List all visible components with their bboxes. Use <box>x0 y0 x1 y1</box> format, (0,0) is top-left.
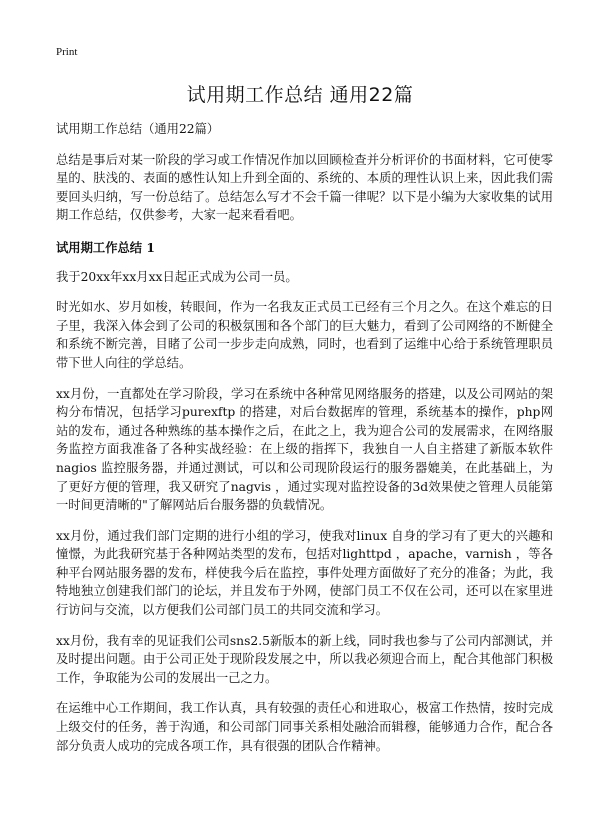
paragraph: xx月份，一直都处在学习阶段，学习在系统中各种常见网络服务的搭建，以及公司网站的架构分布情况，包括学习purexftp 的搭建，对后台数据库的管理，系统基本的操作，php网站的发布，通过各种熟练的基本操作之后，在此之上，我为迎合公司的发展需求，在网络服务监控方面我准备了各种实战经验：在上级的指挥下，我独自一人自主搭建了新版本软件nagios 监控服务器，并通过测试，可以和公司现阶段运行的服务器媲美，在此基础上，为了更好方便的管理，我又研究了nagvis ，通过实现对监控设备的3d效果使之管理人员能第一时间更清晰的"了解网站后台服务器的负载情况。 <box>56 386 553 513</box>
paragraph: 在运维中心工作期间，我工作认真，具有较强的责任心和进取心，极富工作热情，按时完成上级交付的任务，善于沟通，和公司部门同事关系相处融洽而辑穆，能够通力合作，配合各部分负责人成功的完成各项工作，具有很强的团队合作精神。 <box>56 701 553 753</box>
paragraph: 时光如水、岁月如梭，转眼间，作为一名我友正式员工已经有三个月之久。在这个难忘的日子里，我深入体会到了公司的积极氛围和各个部门的巨大魅力，看到了公司网络的不断健全和系统不断完善，目睹了公司一步步走向成熟，同时，也看到了运维中心给于系统管理职员带下世人向往的学总结。 <box>56 300 553 370</box>
page-title: 试用期工作总结 通用22篇 <box>186 84 414 106</box>
section-heading: 试用期工作总结 1 <box>56 239 155 255</box>
paragraph: xx月份，我有幸的见证我们公司sns2.5新版本的新上线，同时我也参与了公司内部测试，并及时提出问题。由于公司正处于现阶段发展之中，所以我必须迎合而上，配合其他部门积极工作，争取能为公司的发展出一己之力。 <box>56 633 553 685</box>
article-body <box>56 120 553 767</box>
paragraph: 我于20xx年xx月xx日起正式成为公司一员。 <box>56 269 298 284</box>
print-link[interactable]: Print <box>56 46 78 58</box>
article-subtitle: 试用期工作总结（通用22篇） <box>56 122 220 136</box>
intro-paragraph: 总结是事后对某一阶段的学习或工作情况作加以回顾检查并分析评价的书面材料，它可使零星的、肤浅的、表面的感性认知上升到全面的、系统的、本质的理性认识上来，因此我们需要回头归纳，写一份总结了。总结怎么写才不会千篇一律呢？以下是小编为大家收集的试用期工作总结，仅供参考，大家一起来看看吧。 <box>56 152 553 223</box>
paragraph: xx月份，通过我们部门定期的进行小组的学习，使我对linux 自身的学习有了更大的兴趣和憧憬，为此我研究基于各种网站类型的发布，包括对lighttpd ，apache，varnish ，等各种平台网站服务器的发布，样使我今后在监控，事件处理方面做好了充分的准备；为此，我特地独立创建我们部门的论坛，并且发布于外网，使部门员工不仅在公司，还可以在家里进行访问与交流，以方便我们公司部门员工的共同交流和学习。 <box>56 528 553 618</box>
